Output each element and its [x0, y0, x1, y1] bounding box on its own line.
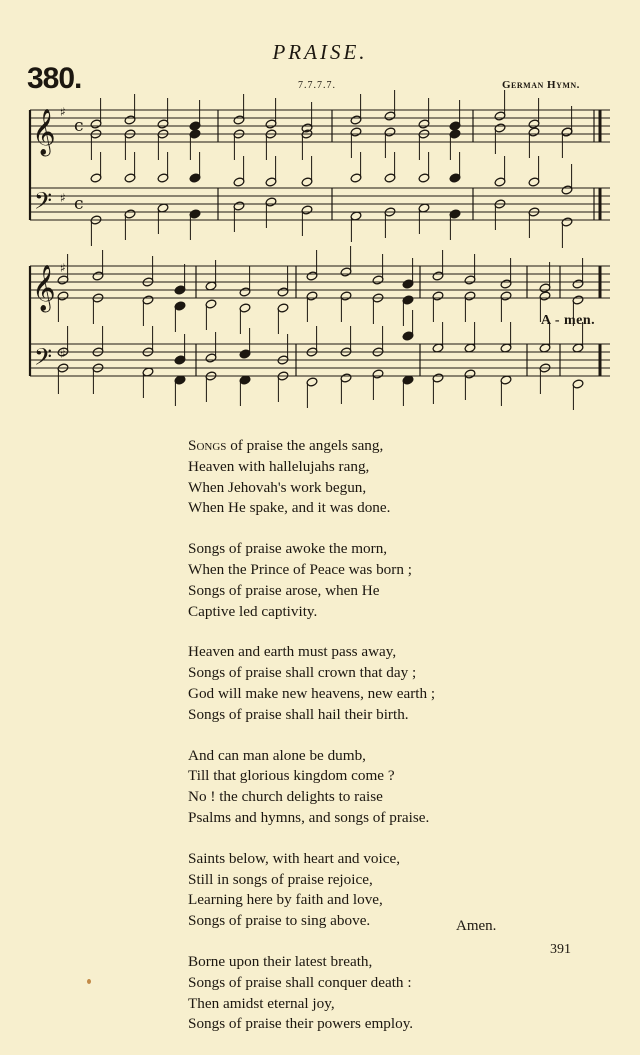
time-signature: c	[74, 116, 84, 136]
verse-line	[188, 436, 548, 457]
verse-line: When He spake, and it was done.	[188, 499, 391, 517]
verse-line: Still in songs of praise rejoice,	[188, 870, 373, 888]
stanza	[188, 952, 548, 1035]
verse-line: Songs of praise shall crown that day ;	[188, 664, 417, 682]
section-title: PRAISE.	[272, 40, 368, 64]
verse-line: Heaven with hallelujahs rang,	[188, 457, 370, 475]
verse-line: Songs of praise shall conquer death :	[188, 973, 412, 991]
time-signature: c	[74, 194, 84, 214]
verse-line: When Jehovah's work begun,	[188, 478, 367, 496]
verse-line: Till that glorious kingdom come ?	[188, 767, 395, 785]
verse-line: Then amidst eternal joy,	[188, 994, 335, 1012]
verse-line: God will make new heavens, new earth ;	[188, 684, 436, 702]
hymn-text	[188, 436, 548, 1055]
stanza	[188, 746, 548, 829]
verse-line: Songs of praise their powers employ.	[188, 1015, 414, 1033]
clef-icon: 𝄢	[34, 187, 53, 220]
ink-spot	[87, 979, 91, 984]
verse-line: Songs of praise shall hail their birth.	[188, 705, 409, 723]
clef-icon: 𝄞	[32, 109, 56, 155]
verse-line: Saints below, with heart and voice,	[188, 849, 401, 867]
verse-line: Songs of praise to sing above.	[188, 912, 371, 930]
stanza	[188, 436, 548, 519]
stanza	[188, 539, 548, 622]
clef-icon: 𝄞	[32, 265, 56, 311]
verse-line: Songs of praise awoke the morn,	[188, 540, 388, 558]
page-number: 391	[550, 942, 571, 957]
verse-line: When the Prince of Peace was born ;	[188, 560, 412, 578]
verse-line: And can man alone be dumb,	[188, 746, 366, 764]
verse-line: Learning here by faith and love,	[188, 891, 383, 909]
key-signature-sharp: ♯	[60, 191, 66, 205]
closing-amen: Amen.	[456, 918, 497, 934]
verse-line: Captive led captivity.	[188, 602, 318, 620]
verse-line: No ! the church delights to raise	[188, 788, 383, 806]
verse-line: Borne upon their latest breath,	[188, 952, 373, 970]
key-signature-sharp: ♯	[60, 105, 66, 119]
music-score	[0, 90, 640, 410]
key-signature-sharp: ♯	[60, 347, 66, 361]
verse-line: Heaven and earth must pass away,	[188, 643, 397, 661]
tune-name: German Hymn.	[502, 79, 580, 91]
first-word: Songs	[188, 437, 227, 454]
amen-label: A - men.	[541, 313, 596, 328]
line-rest: of praise the angels sang,	[226, 437, 384, 454]
clef-icon: 𝄢	[34, 343, 53, 376]
hymn-number: 380.	[27, 62, 82, 95]
meter: 7.7.7.7.	[298, 80, 336, 91]
stanza	[188, 642, 548, 725]
verse-line: Psalms and hymns, and songs of praise.	[188, 808, 430, 826]
verse-line: Songs of praise arose, when He	[188, 581, 380, 599]
key-signature-sharp: ♯	[60, 261, 66, 275]
